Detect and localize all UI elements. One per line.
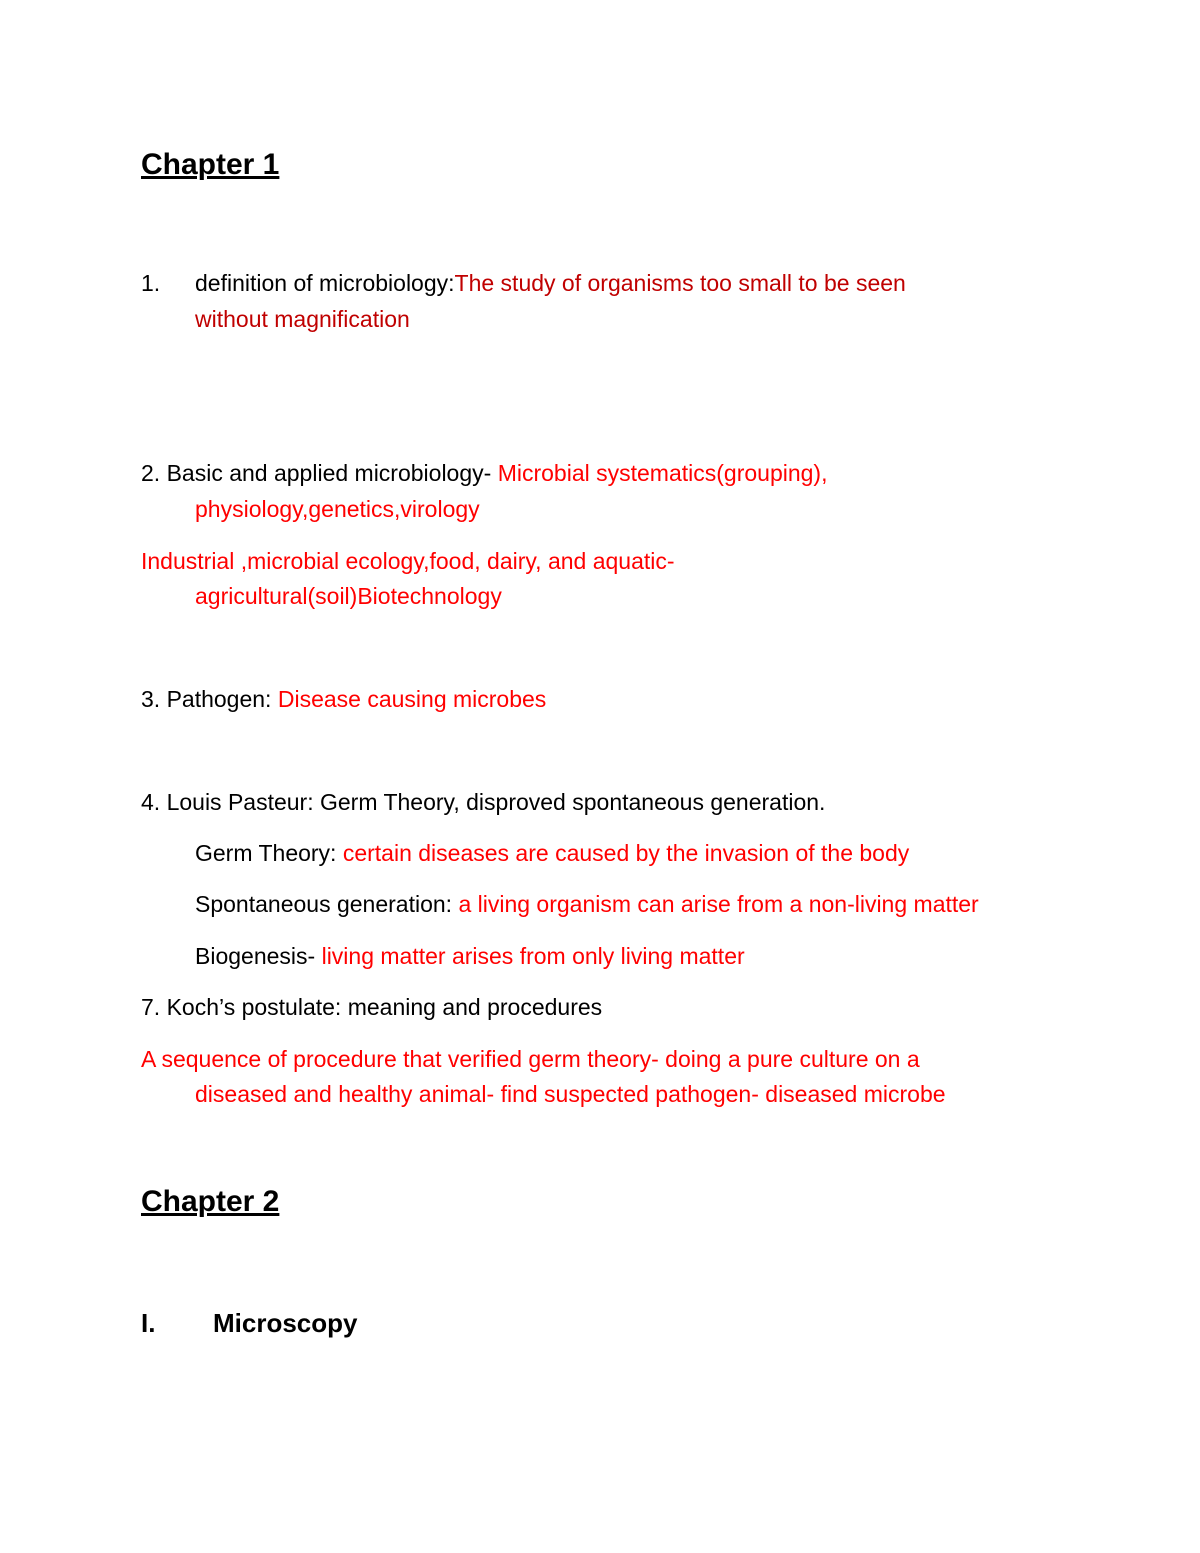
item-2-label: 2. Basic and applied microbiology- xyxy=(141,460,498,486)
spontaneous-generation-answer: a living organism can arise from a non-living matter xyxy=(458,891,979,917)
item-2-answer-line-2: physiology,genetics,virology xyxy=(195,496,480,522)
item-3-label: 3. Pathogen: xyxy=(141,686,278,712)
item-2-applied-line-2: agricultural(soil)Biotechnology xyxy=(195,583,502,609)
item-3-line xyxy=(141,684,546,714)
item-7-answer-line-2: diseased and healthy animal- find suspected pathogen- diseased microbe xyxy=(195,1081,946,1107)
item-2-line xyxy=(141,458,827,488)
item-1-number: 1. xyxy=(141,270,161,296)
item-1-answer-line-1: The study of organisms too small to be seen xyxy=(454,270,906,296)
spontaneous-generation-line xyxy=(195,889,979,919)
item-4-label: 4. Louis Pasteur: Germ Theory, disproved spontaneous generation. xyxy=(141,789,826,815)
biogenesis-answer: living matter arises from only living matter xyxy=(321,943,745,969)
item-7-answer-line-1: A sequence of procedure that verified germ theory- doing a pure culture on a xyxy=(141,1046,920,1072)
item-2-applied-line-1: Industrial ,microbial ecology,food, dairy, and aquatic- xyxy=(141,548,675,574)
item-1-line xyxy=(195,268,906,298)
germ-theory-answer: certain diseases are caused by the invasion of the body xyxy=(342,840,910,866)
biogenesis-line xyxy=(195,941,745,971)
chapter-2-title: Chapter 2 xyxy=(141,1185,280,1218)
item-3-answer: Disease causing microbes xyxy=(277,686,547,712)
item-2-answer-line-1: Microbial systematics(grouping), xyxy=(497,460,828,486)
spontaneous-generation-label: Spontaneous generation: xyxy=(195,891,459,917)
item-1-answer-line-2: without magnification xyxy=(195,306,410,332)
biogenesis-label: Biogenesis- xyxy=(195,943,322,969)
item-7-label: 7. Koch’s postulate: meaning and procedures xyxy=(141,994,603,1020)
section-numeral: I. xyxy=(141,1308,156,1338)
section-title-microscopy: Microscopy xyxy=(213,1308,358,1338)
item-1-label: definition of microbiology: xyxy=(195,270,455,296)
chapter-1-title: Chapter 1 xyxy=(141,148,280,181)
germ-theory-line xyxy=(195,838,909,868)
germ-theory-label: Germ Theory: xyxy=(195,840,343,866)
